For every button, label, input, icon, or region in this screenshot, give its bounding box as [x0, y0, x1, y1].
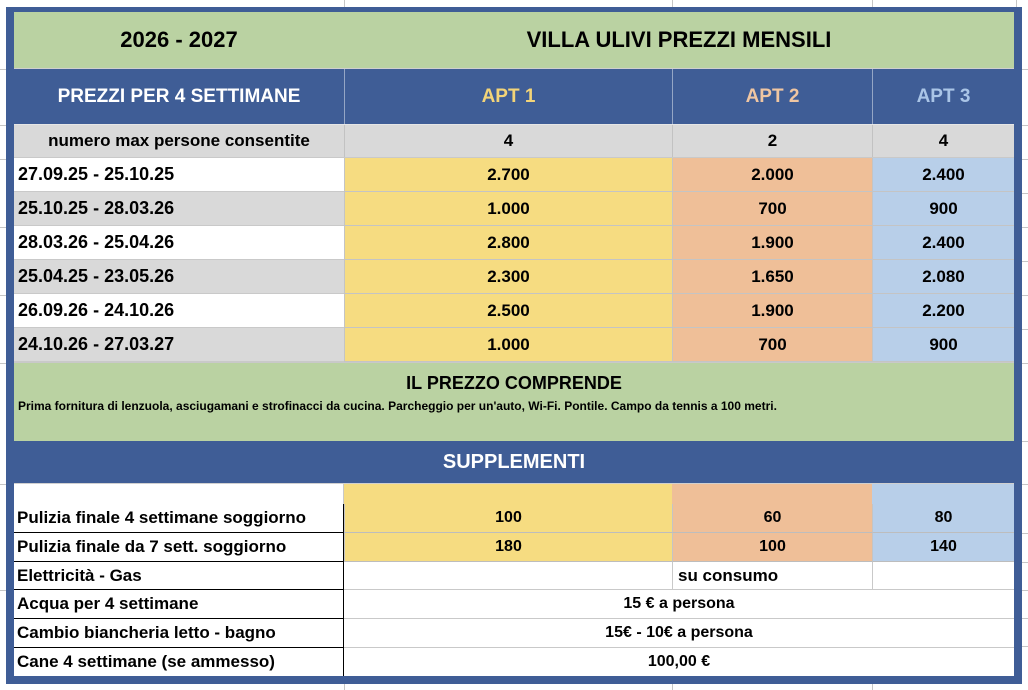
- gridline-tick: [1022, 227, 1028, 228]
- supplement-apt2: 100: [672, 533, 872, 562]
- gridline-tick: [1022, 618, 1028, 619]
- gridline-tick: [344, 0, 345, 7]
- supplement-label: Cambio biancheria letto - bagno: [14, 619, 344, 648]
- gridline-tick: [1022, 193, 1028, 194]
- supplement-label: Pulizia finale da 7 sett. soggiorno: [14, 533, 344, 562]
- spacer-row: [14, 484, 1014, 504]
- price-apt1: 2.700: [344, 158, 672, 192]
- supplement-row: [14, 648, 1014, 676]
- price-row: [14, 328, 1014, 362]
- supplement-apt3: [872, 562, 1014, 590]
- price-apt3: 2.400: [872, 158, 1014, 192]
- column-header-apt1: APT 1: [344, 69, 672, 124]
- price-row: [14, 192, 1014, 226]
- column-header-apt3: APT 3: [872, 69, 1014, 124]
- gridline-tick: [1022, 125, 1028, 126]
- gridline-tick: [1022, 533, 1028, 534]
- title-row: [14, 12, 1014, 68]
- gridline-tick: [1022, 159, 1028, 160]
- price-row: [14, 294, 1014, 328]
- column-header-prices: PREZZI PER 4 SETTIMANE: [57, 85, 301, 107]
- supplement-label: Cane 4 settimane (se ammesso): [14, 648, 344, 676]
- max-persons-apt2: 2: [672, 125, 872, 157]
- price-apt1: 2.800: [344, 226, 672, 260]
- period-cell: 28.03.26 - 25.04.26: [14, 226, 344, 260]
- price-row: [14, 158, 1014, 192]
- period-cell: 25.10.25 - 28.03.26: [14, 192, 344, 226]
- price-apt3: 900: [872, 328, 1014, 362]
- supplement-label: Acqua per 4 settimane: [14, 590, 344, 619]
- year-range: 2026 - 2027: [120, 27, 238, 52]
- period-cell: 24.10.26 - 27.03.27: [14, 328, 344, 362]
- period-cell: 27.09.25 - 25.10.25: [14, 158, 344, 192]
- supplement-label: Elettricità - Gas: [14, 562, 344, 590]
- gridline-tick: [1022, 646, 1028, 647]
- supplement-row: [14, 590, 1014, 619]
- spacer-apt1: [344, 484, 672, 504]
- gridline-tick: [1016, 0, 1017, 7]
- supplement-row: [14, 619, 1014, 648]
- supplement-apt1: [344, 562, 672, 590]
- price-apt3: 2.200: [872, 294, 1014, 328]
- gridline-tick: [1022, 69, 1028, 70]
- price-row: [14, 260, 1014, 294]
- price-row: [14, 226, 1014, 260]
- supplement-apt1: 180: [344, 533, 672, 562]
- column-header-row: [14, 68, 1014, 124]
- gridline-tick: [344, 684, 345, 690]
- supplement-row: [14, 533, 1014, 562]
- price-apt1: 1.000: [344, 192, 672, 226]
- column-header-apt2: APT 2: [672, 69, 872, 124]
- gridline-tick: [672, 684, 673, 690]
- price-apt2: 2.000: [672, 158, 872, 192]
- included-section: [14, 362, 1014, 441]
- price-table: [6, 7, 1022, 684]
- price-apt2: 700: [672, 328, 872, 362]
- price-apt3: 2.080: [872, 260, 1014, 294]
- spacer-apt2: [672, 484, 872, 504]
- period-cell: 25.04.25 - 23.05.26: [14, 260, 344, 294]
- gridline-tick: [1022, 562, 1028, 563]
- price-apt2: 1.900: [672, 294, 872, 328]
- price-apt1: 2.300: [344, 260, 672, 294]
- supplement-row: [14, 562, 1014, 590]
- price-apt2: 1.650: [672, 260, 872, 294]
- gridline-tick: [1022, 441, 1028, 442]
- included-heading: IL PREZZO COMPRENDE: [406, 373, 622, 393]
- max-persons-apt3: 4: [872, 125, 1014, 157]
- gridline-tick: [1022, 363, 1028, 364]
- max-persons-row: [14, 124, 1014, 158]
- price-apt1: 2.500: [344, 294, 672, 328]
- price-apt2: 700: [672, 192, 872, 226]
- spacer-apt3: [872, 484, 1014, 504]
- gridline-tick: [672, 0, 673, 7]
- gridline-tick: [1022, 295, 1028, 296]
- supplement-apt3: 140: [872, 533, 1014, 562]
- price-apt1: 1.000: [344, 328, 672, 362]
- max-persons-apt1: 4: [344, 125, 672, 157]
- gridline-tick: [1022, 590, 1028, 591]
- supplement-apt1: 100: [344, 504, 672, 533]
- included-description: Prima fornitura di lenzuola, asciugamani e strofinacci da cucina. Parcheggio per un'auto, Wi-Fi. Pontile. Campo da tennis a 100 metri.: [18, 399, 777, 413]
- page-title: VILLA ULIVI PREZZI MENSILI: [526, 27, 832, 52]
- gridline-tick: [1022, 261, 1028, 262]
- gridline-tick: [872, 0, 873, 7]
- gridline-tick: [872, 684, 873, 690]
- spacer-label-cell: [14, 484, 344, 504]
- gridline-tick: [1022, 484, 1028, 485]
- gridline-tick: [1022, 329, 1028, 330]
- max-persons-label: numero max persone consentite: [48, 131, 310, 150]
- price-apt3: 2.400: [872, 226, 1014, 260]
- price-apt3: 900: [872, 192, 1014, 226]
- supplement-value: 100,00 €: [344, 648, 1014, 676]
- supplement-apt3: 80: [872, 504, 1014, 533]
- supplement-value: 15€ - 10€ a persona: [344, 619, 1014, 648]
- supplement-value: su consumo: [672, 562, 872, 590]
- supplements-heading: SUPPLEMENTI: [14, 441, 1014, 484]
- supplement-value: 15 € a persona: [344, 590, 1014, 619]
- supplement-label: Pulizia finale 4 settimane soggiorno: [14, 504, 344, 533]
- price-apt2: 1.900: [672, 226, 872, 260]
- period-cell: 26.09.26 - 24.10.26: [14, 294, 344, 328]
- supplement-row: [14, 504, 1014, 533]
- supplement-apt2: 60: [672, 504, 872, 533]
